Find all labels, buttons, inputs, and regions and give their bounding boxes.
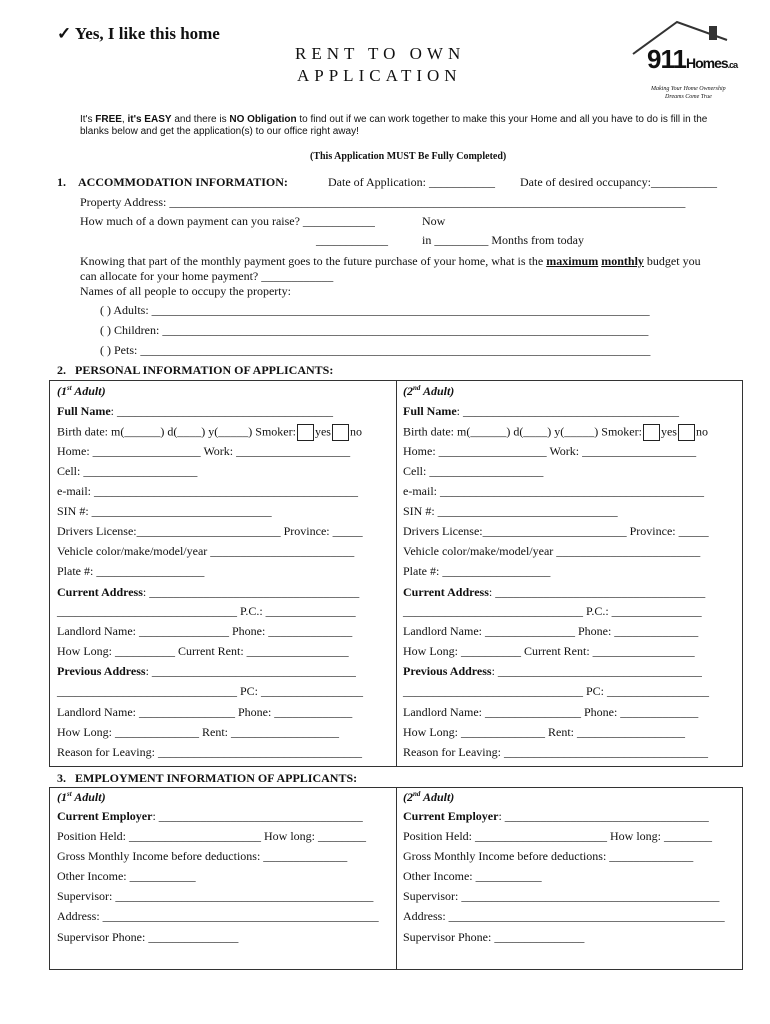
applicant2-previous-address-field[interactable]: Previous Address: __________________________________ xyxy=(403,664,702,678)
applicant1-current-pc-field[interactable]: ______________________________ P.C.: _______________ xyxy=(57,604,356,618)
applicant1-howlong-rent-field[interactable]: How Long: __________ Current Rent: _________________ xyxy=(57,644,349,658)
logo-tagline-1: Making Your Home Ownership xyxy=(651,86,726,92)
adults-field[interactable]: ( ) Adults: ___________________________________________________________________________________ xyxy=(100,303,650,317)
applicant1-birth-smoker-field[interactable]: Birth date: m(______) d(____) y(_____) Smoker: yes no xyxy=(57,424,362,441)
personal-info-divider xyxy=(396,380,397,766)
intro-paragraph: It's FREE, it's EASY and there is NO Obligation to find out if we can work together to make this your Home and all you have to do is fill in the blanks below and get the application(s) to our office right away! xyxy=(80,114,708,137)
applicant2-previous-pc-field[interactable]: ______________________________ PC: _________________ xyxy=(403,684,710,698)
section1-heading: 1. ACCOMMODATION INFORMATION: xyxy=(57,175,288,189)
employment2-position-field[interactable]: Position Held: ______________________ How long: ________ xyxy=(403,829,713,843)
date-application-field[interactable]: Date of Application: ___________ xyxy=(328,175,495,189)
employment1-other-income-field[interactable]: Other Income: ___________ xyxy=(57,869,196,883)
applicant2-birth-smoker-field[interactable]: Birth date: m(______) d(____) y(_____) Smoker: yes no xyxy=(403,424,708,441)
pets-field[interactable]: ( ) Pets: _____________________________________________________________________________________ xyxy=(100,343,651,357)
applicant1-smoker-yes-checkbox[interactable] xyxy=(297,424,314,441)
applicant2-smoker-yes-checkbox[interactable] xyxy=(643,424,660,441)
down-payment-field[interactable]: How much of a down payment can you raise? ____________ xyxy=(80,214,375,228)
check-mark-icon: ✓ xyxy=(57,24,72,43)
applicant2-reason-field[interactable]: Reason for Leaving: __________________________________ xyxy=(403,745,708,759)
employment2-employer-field[interactable]: Current Employer: __________________________________ xyxy=(403,809,709,823)
applicant2-license-field[interactable]: Drivers License:________________________ Province: _____ xyxy=(403,524,709,538)
employment2-heading: (2nd Adult) xyxy=(403,790,455,804)
applicant1-previous-pc-field[interactable]: ______________________________ PC: _________________ xyxy=(57,684,364,698)
employment2-gross-field[interactable]: Gross Monthly Income before deductions: ______________ xyxy=(403,849,694,863)
applicant2-prev-howlong-field[interactable]: How Long: ______________ Rent: __________________ xyxy=(403,725,685,739)
must-complete-note: (This Application MUST Be Fully Completed) xyxy=(310,151,507,162)
employment2-address-field[interactable]: Address: ______________________________________________ xyxy=(403,909,725,923)
applicant2-current-address-field[interactable]: Current Address: ___________________________________ xyxy=(403,585,706,599)
applicant2-email-field[interactable]: e-mail: ____________________________________________ xyxy=(403,484,704,498)
applicant2-howlong-rent-field[interactable]: How Long: __________ Current Rent: _________________ xyxy=(403,644,695,658)
applicant1-heading: (1st Adult) xyxy=(57,384,106,398)
applicant2-full-name-field[interactable]: Full Name: ____________________________________ xyxy=(403,404,680,418)
employment2-supervisor-phone-field[interactable]: Supervisor Phone: _______________ xyxy=(403,930,585,944)
applicant1-current-address-field[interactable]: Current Address: ___________________________________ xyxy=(57,585,360,599)
applicant2-smoker-no-checkbox[interactable] xyxy=(678,424,695,441)
now-label: Now xyxy=(422,214,446,228)
applicant2-cell-field[interactable]: Cell: ___________________ xyxy=(403,464,544,478)
applicant1-prev-howlong-field[interactable]: How Long: ______________ Rent: __________________ xyxy=(57,725,339,739)
names-label: Names of all people to occupy the property: xyxy=(80,284,291,298)
applicant1-prev-landlord-field[interactable]: Landlord Name: ________________ Phone: _____________ xyxy=(57,705,353,719)
date-occupancy-field[interactable]: Date of desired occupancy:___________ xyxy=(520,175,717,189)
applicant1-home-work-field[interactable]: Home: __________________ Work: ___________________ xyxy=(57,444,351,458)
applicant2-sin-field[interactable]: SIN #: ______________________________ xyxy=(403,504,618,518)
applicant2-vehicle-field[interactable]: Vehicle color/make/model/year ________________________ xyxy=(403,544,701,558)
applicant1-license-field[interactable]: Drivers License:________________________ Province: _____ xyxy=(57,524,363,538)
section2-heading: 2. PERSONAL INFORMATION OF APPLICANTS: xyxy=(57,363,334,377)
title-line-1: RENT TO OWN xyxy=(295,44,466,63)
applicant1-previous-address-field[interactable]: Previous Address: __________________________________ xyxy=(57,664,356,678)
applicant1-vehicle-field[interactable]: Vehicle color/make/model/year ________________________ xyxy=(57,544,355,558)
logo-word: Homes xyxy=(685,55,728,71)
applicant1-smoker-no-checkbox[interactable] xyxy=(332,424,349,441)
employment2-other-income-field[interactable]: Other Income: ___________ xyxy=(403,869,542,883)
applicant1-plate-field[interactable]: Plate #: __________________ xyxy=(57,564,205,578)
children-field[interactable]: ( ) Children: _________________________________________________________________________________ xyxy=(100,323,649,337)
employment1-employer-field[interactable]: Current Employer: __________________________________ xyxy=(57,809,363,823)
employment1-address-field[interactable]: Address: ______________________________________________ xyxy=(57,909,379,923)
employment1-gross-field[interactable]: Gross Monthly Income before deductions: ______________ xyxy=(57,849,348,863)
applicant1-landlord-field[interactable]: Landlord Name: _______________ Phone: ______________ xyxy=(57,624,353,638)
employment1-supervisor-phone-field[interactable]: Supervisor Phone: _______________ xyxy=(57,930,239,944)
applicant1-full-name-field[interactable]: Full Name: ____________________________________ xyxy=(57,404,334,418)
property-address-field[interactable]: Property Address: ______________________________________________________________________________________ xyxy=(80,195,686,209)
applicant1-email-field[interactable]: e-mail: ____________________________________________ xyxy=(57,484,358,498)
applicant2-plate-field[interactable]: Plate #: __________________ xyxy=(403,564,551,578)
logo-number: 911 xyxy=(647,44,686,74)
like-text: Yes, I like this home xyxy=(74,24,220,43)
knowing-line-1: Knowing that part of the monthly payment goes to the future purchase of your home, what is the maximum monthly budget you xyxy=(80,254,701,268)
employment-info-divider xyxy=(396,787,397,969)
applicant1-reason-field[interactable]: Reason for Leaving: __________________________________ xyxy=(57,745,362,759)
employment1-heading: (1st Adult) xyxy=(57,790,106,804)
down-payment-later-field[interactable]: ____________ xyxy=(316,233,388,247)
applicant2-landlord-field[interactable]: Landlord Name: _______________ Phone: ______________ xyxy=(403,624,699,638)
title-line-2: APPLICATION xyxy=(297,66,462,85)
logo-tagline-2: Dreams Come True xyxy=(665,94,712,100)
months-field[interactable]: in _________ Months from today xyxy=(422,233,584,247)
applicant2-prev-landlord-field[interactable]: Landlord Name: ________________ Phone: _____________ xyxy=(403,705,699,719)
applicant2-heading: (2nd Adult) xyxy=(403,384,455,398)
header-like-line xyxy=(57,24,220,44)
employment1-position-field[interactable]: Position Held: ______________________ How long: ________ xyxy=(57,829,367,843)
logo-suffix: .ca xyxy=(727,60,738,70)
applicant1-sin-field[interactable]: SIN #: ______________________________ xyxy=(57,504,272,518)
section3-heading: 3. EMPLOYMENT INFORMATION OF APPLICANTS: xyxy=(57,771,358,785)
employment2-supervisor-field[interactable]: Supervisor: ___________________________________________ xyxy=(403,889,720,903)
employment1-supervisor-field[interactable]: Supervisor: ___________________________________________ xyxy=(57,889,374,903)
monthly-budget-field[interactable]: can allocate for your home payment? ____________ xyxy=(80,269,334,283)
logo xyxy=(627,18,745,104)
applicant2-home-work-field[interactable]: Home: __________________ Work: ___________________ xyxy=(403,444,697,458)
applicant1-cell-field[interactable]: Cell: ___________________ xyxy=(57,464,198,478)
applicant2-current-pc-field[interactable]: ______________________________ P.C.: _______________ xyxy=(403,604,702,618)
